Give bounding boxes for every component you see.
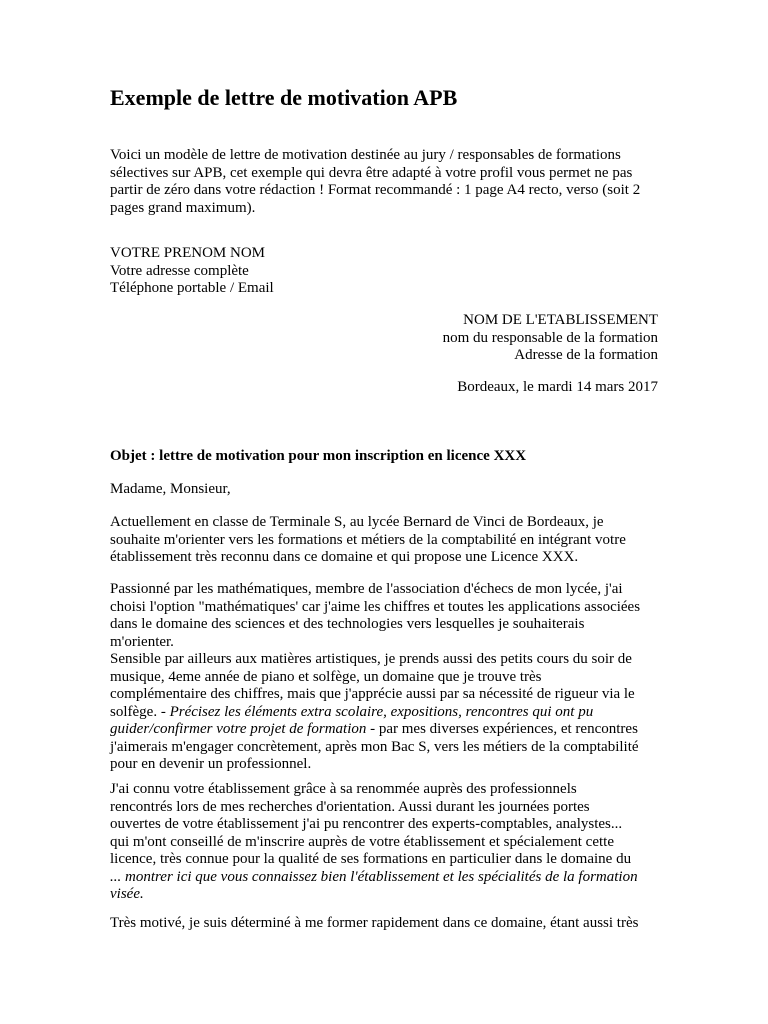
paragraph-2 bbox=[110, 581, 670, 774]
paragraph-line: j'aimerais m'engager concrètement, après mon Bac S, vers les métiers de la comptabilité bbox=[110, 738, 639, 755]
paragraph-line-mixed bbox=[110, 704, 670, 722]
recipient-address: Adresse de la formation bbox=[514, 347, 658, 363]
paragraph-line: Passionné par les mathématiques, membre de l'association d'échecs de mon lycée, j'ai bbox=[110, 581, 623, 597]
paragraph-line-mixed bbox=[110, 721, 670, 739]
intro-line: partir de zéro dans votre rédaction ! Format recommandé : 1 page A4 recto, verso (soit 2 bbox=[110, 182, 641, 198]
subject-line: Objet : lettre de motivation pour mon inscription en licence XXX bbox=[110, 448, 527, 464]
intro-line: Voici un modèle de lettre de motivation destinée au jury / responsables de formations bbox=[110, 147, 621, 163]
paragraph-line: dans le domaine des sciences et des technologies vers lesquelles je souhaiterais bbox=[110, 616, 585, 632]
sender-name: VOTRE PRENOM NOM bbox=[110, 245, 266, 261]
guidance-note: ... montrer ici que vous connaissez bien l'établissement et les spécialités de la formation bbox=[110, 868, 638, 885]
paragraph-text: solfège. - bbox=[110, 703, 170, 720]
paragraph-4 bbox=[110, 915, 670, 933]
intro-paragraph bbox=[110, 147, 670, 217]
subject-block bbox=[110, 448, 670, 466]
date-block bbox=[457, 379, 658, 397]
paragraph-line: établissement très reconnu dans ce domaine et qui propose une Licence XXX. bbox=[110, 549, 579, 565]
guidance-note: Précisez les éléments extra scolaire, expositions, rencontres qui ont pu bbox=[169, 703, 594, 720]
paragraph-line: ouvertes de votre établissement j'ai pu rencontrer des experts-comptables, analystes... bbox=[110, 816, 623, 832]
sender-block bbox=[110, 245, 670, 298]
paragraph-line: licence, très connue pour la qualité de ses formations en particulier dans le domaine du bbox=[110, 851, 632, 867]
recipient-manager: nom du responsable de la formation bbox=[442, 329, 658, 346]
paragraph-line: qui m'ont conseillé de m'inscrire auprès de votre établissement et spécialement cette bbox=[110, 833, 614, 850]
paragraph-line: Très motivé, je suis déterminé à me former rapidement dans ce domaine, étant aussi très bbox=[110, 915, 639, 931]
paragraph-line: m'orienter. bbox=[110, 633, 174, 650]
paragraph-line: complémentaire des chiffres, mais que j'apprécie aussi par sa nécessité de rigueur via le bbox=[110, 686, 635, 702]
paragraph-line: musique, 4eme année de piano et solfège, un domaine que je trouve très bbox=[110, 668, 542, 685]
date-line: Bordeaux, le mardi 14 mars 2017 bbox=[457, 379, 658, 395]
intro-line: pages grand maximum). bbox=[110, 199, 256, 216]
paragraph-line: souhaite m'orienter vers les formations et métiers de la comptabilité en intégrant votre bbox=[110, 531, 626, 548]
paragraph-3 bbox=[110, 781, 670, 904]
paragraph-line: J'ai connu votre établissement grâce à sa renommée auprès des professionnels bbox=[110, 781, 577, 797]
paragraph-line: choisi l'option "mathématiques' car j'aime les chiffres et toutes les applications associées bbox=[110, 598, 641, 615]
salutation: Madame, Monsieur, bbox=[110, 481, 231, 497]
paragraph-1 bbox=[110, 514, 670, 567]
paragraph-line: pour en devenir un professionnel. bbox=[110, 756, 312, 772]
paragraph-line: Sensible par ailleurs aux matières artistiques, je prends aussi des petits cours du soir de bbox=[110, 651, 632, 667]
paragraph-line: rencontrés lors de mes recherches d'orientation. Aussi durant les journées portes bbox=[110, 798, 590, 815]
recipient-block bbox=[443, 312, 658, 365]
recipient-institution: NOM DE L'ETABLISSEMENT bbox=[463, 312, 658, 328]
guidance-note: guider/confirmer votre projet de formation bbox=[110, 721, 367, 737]
sender-address: Votre adresse complète bbox=[110, 262, 249, 279]
salutation-block bbox=[110, 481, 670, 499]
sender-contact: Téléphone portable / Email bbox=[110, 280, 274, 296]
paragraph-text: - par mes diverses expériences, et rencontres bbox=[366, 721, 638, 737]
paragraph-line: Actuellement en classe de Terminale S, au lycée Bernard de Vinci de Bordeaux, je bbox=[110, 514, 604, 530]
document-title: Exemple de lettre de motivation APB bbox=[110, 85, 458, 110]
intro-line: sélectives sur APB, cet exemple qui devra être adapté à votre profil vous permet ne pas bbox=[110, 164, 633, 181]
guidance-note: visée. bbox=[110, 886, 144, 902]
